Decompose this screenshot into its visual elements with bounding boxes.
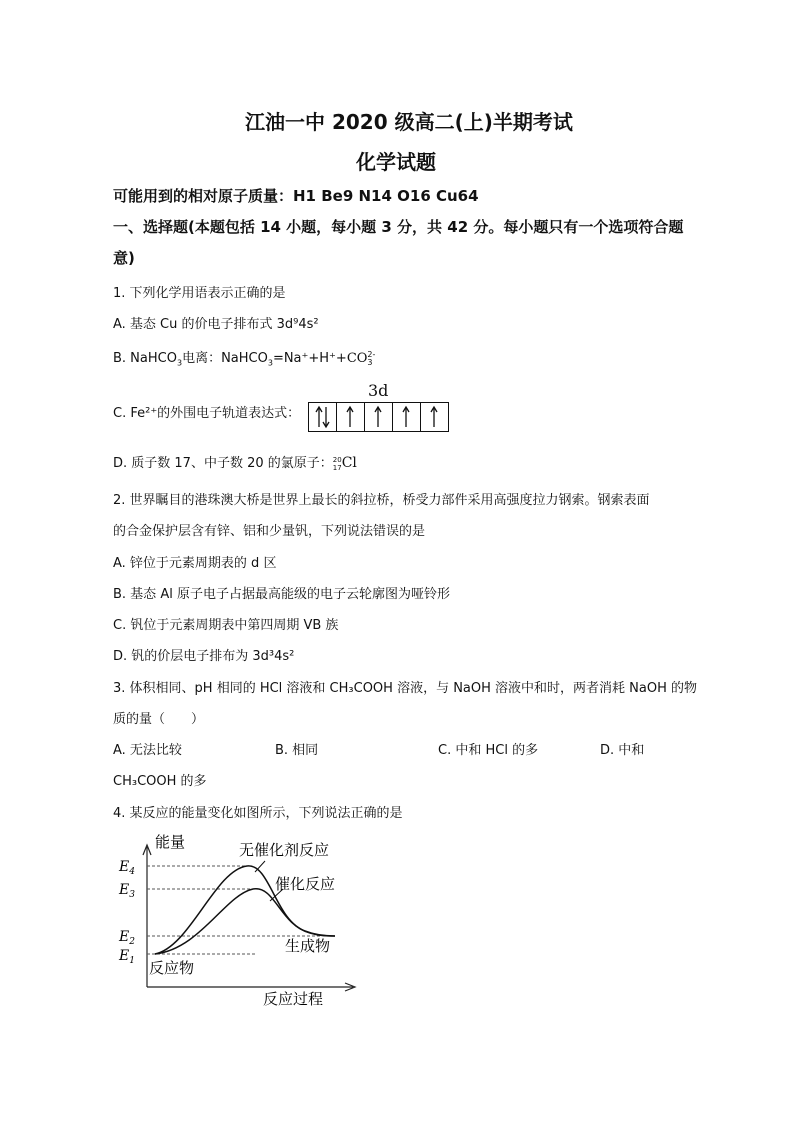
q1b-sub2: 3 (267, 358, 273, 368)
tick-e3-sub: 3 (129, 890, 135, 900)
spin-up-arrow (421, 403, 448, 431)
question-2-option-b: B. 基态 Al 原子电子占据最高能级的电子云轮廓图为哑铃形 (113, 587, 450, 602)
orbital-diagram (308, 402, 449, 432)
question-1-option-a: A. 基态 Cu 的价电子排布式 3d⁹4s² (113, 317, 319, 332)
question-3-option-c: C. 中和 HCl 的多 (438, 743, 539, 758)
question-2-stem-line1: 2. 世界瞩目的港珠澳大桥是世界上最长的斜拉桥，桥受力部件采用高强度拉力钢索。钢索表面 (113, 493, 650, 508)
question-1-option-c: C. Fe²⁺的外围电子轨道表达式： (113, 406, 301, 421)
spin-up-arrow (365, 403, 392, 431)
uncatalyzed-pointer (255, 861, 265, 872)
question-4-stem: 4. 某反应的能量变化如图所示，下列说法正确的是 (113, 806, 403, 821)
orbital-box (393, 403, 421, 431)
series-label-catalyzed: 催化反应 (275, 875, 336, 893)
q1b-ion: CO (346, 351, 368, 366)
tick-e4-sub: 4 (129, 867, 135, 877)
q1b-ion-sub: 3 (367, 357, 373, 367)
question-2-option-c: C. 钒位于元素周期表中第四周期 VB 族 (113, 618, 339, 633)
question-1-option-d (113, 452, 357, 472)
tick-e3: $E_3$ (119, 882, 135, 900)
question-3-stem-line1: 3. 体积相同、pH 相同的 HCl 溶液和 CH₃COOH 溶液，与 NaOH 溶液中和时，两者消耗 NaOH 的物 (113, 681, 697, 696)
question-1-stem: 1. 下列化学用语表示正确的是 (113, 286, 286, 301)
spin-up-arrow (337, 403, 364, 431)
spin-pair-arrows (309, 403, 336, 431)
q1d-symbol: Cl (341, 455, 357, 471)
tick-e1-sub: 1 (129, 956, 135, 966)
q1d-atomic-number: 17 (332, 463, 342, 472)
tick-e2: $E_2$ (119, 929, 135, 947)
orbital-box (309, 403, 337, 431)
atomic-mass-note: 可能用到的相对原子质量：H1 Be9 N14 O16 Cu64 (113, 187, 479, 205)
question-3-option-d-cont: CH₃COOH 的多 (113, 774, 207, 789)
orbital-box (337, 403, 365, 431)
annotation-product: 生成物 (285, 937, 331, 955)
question-2-stem-line2: 的合金保护层含有锌、铝和少量钒，下列说法错误的是 (113, 524, 426, 539)
question-2-option-d: D. 钒的价层电子排布为 3d³4s² (113, 649, 295, 664)
question-1-option-b (113, 347, 375, 368)
tick-e2-sub: 2 (129, 937, 135, 947)
question-3-option-a: A. 无法比较 (113, 743, 182, 758)
orbital-box (365, 403, 393, 431)
section-heading-line1: 一、选择题(本题包括 14 小题，每小题 3 分，共 42 分。每小题只有一个选项符合题 (113, 218, 684, 236)
spin-up-arrow (393, 403, 420, 431)
question-3-option-b: B. 相同 (275, 743, 319, 758)
q1b-sub1: 3 (176, 358, 183, 368)
annotation-reactant: 反应物 (149, 959, 195, 977)
question-2-option-a: A. 锌位于元素周期表的 d 区 (113, 556, 277, 571)
page-subtitle: 化学试题 (356, 150, 436, 174)
series-label-uncatalyzed: 无催化剂反应 (239, 841, 330, 859)
page-title: 江油一中 2020 级高二(上)半期考试 (245, 110, 573, 134)
tick-e4: $E_4$ (119, 859, 135, 877)
energy-diagram (115, 825, 365, 1010)
q1b-eq: =Na⁺+H⁺+ (272, 351, 347, 366)
axis-xlabel: 反应过程 (263, 990, 324, 1008)
question-3-option-d: D. 中和 (600, 743, 645, 758)
tick-e1: $E_1$ (119, 948, 135, 966)
q1b-mid: 电离：NaHCO (182, 351, 268, 366)
section-heading-line2: 意) (113, 249, 135, 267)
q1b-ion-sup: 2- (367, 349, 376, 359)
orbital-box (421, 403, 448, 431)
question-3-stem-line2: 质的量（ ） (113, 712, 205, 727)
q1d-mass-number: 20 (332, 455, 342, 464)
q1b-prefix: B. NaHCO (113, 351, 177, 366)
orbital-label-3d: 3d (368, 381, 389, 400)
axis-ylabel: 能量 (155, 833, 186, 851)
q1d-prefix: D. 质子数 17、中子数 20 的氯原子： (113, 456, 333, 471)
